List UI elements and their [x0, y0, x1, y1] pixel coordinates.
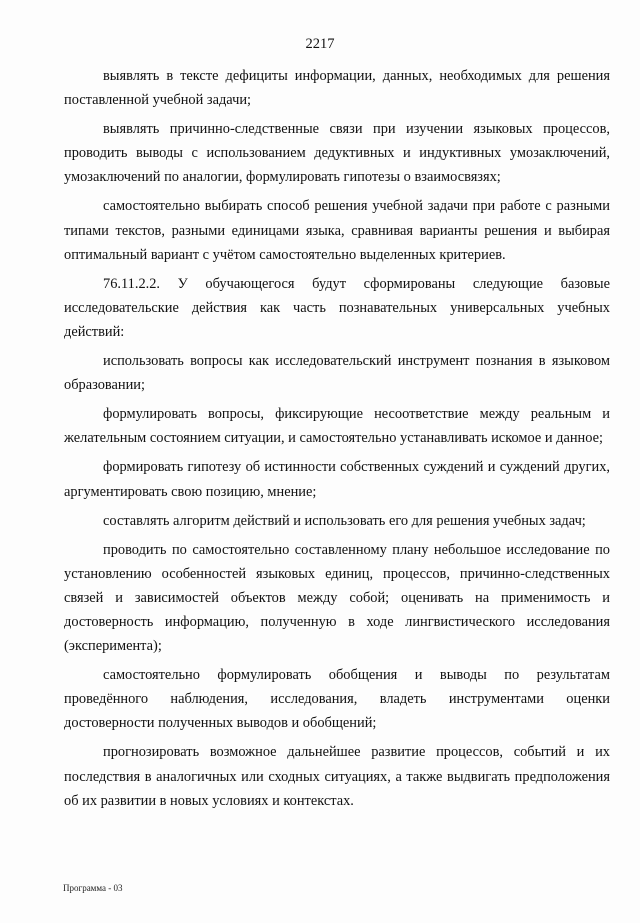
- document-body: [64, 64, 610, 818]
- paragraph: выявлять причинно-следственные связи при изучении языковых процессов, проводить выводы с использованием дедуктивных и индуктивных умозаключений, умозаключений по аналогии, формулировать гипотезы о взаимосвязях;: [64, 121, 610, 186]
- footer-label: Программа - 03: [63, 883, 123, 893]
- paragraph: 76.11.2.2. У обучающегося будут сформированы следующие базовые исследовательские действия как часть познавательных универсальных учебных действий:: [64, 275, 610, 340]
- paragraph: использовать вопросы как исследовательский инструмент познания в языковом образовании;: [64, 353, 610, 394]
- paragraph: формировать гипотезу об истинности собственных суждений и суждений других, аргументировать свою позицию, мнение;: [64, 459, 610, 500]
- paragraph: прогнозировать возможное дальнейшее развитие процессов, событий и их последствия в аналогичных или сходных ситуациях, а также выдвигать предположения об их развитии в новых условиях и контекстах.: [64, 744, 610, 809]
- paragraph: формулировать вопросы, фиксирующие несоответствие между реальным и желательным состоянием ситуации, и самостоятельно устанавливать искомое и данное;: [64, 406, 610, 447]
- paragraph: самостоятельно выбирать способ решения учебной задачи при работе с разными типами текстов, разными единицами языка, сравнивая варианты решения и выбирая оптимальный вариант с учётом самостоятельно выделенных критериев.: [64, 198, 610, 263]
- paragraph: выявлять в тексте дефициты информации, данных, необходимых для решения поставленной учебной задачи;: [64, 68, 610, 109]
- paragraph: проводить по самостоятельно составленному плану небольшое исследование по установлению особенностей языковых единиц, процессов, причинно-следственных связей и зависимостей объектов между собой; оценивать на применимость и достоверность информацию, полученную в ходе лингвистического исследования (эксперимента);: [64, 541, 610, 655]
- paragraph: составлять алгоритм действий и использовать его для решения учебных задач;: [103, 512, 586, 529]
- paragraph: самостоятельно формулировать обобщения и выводы по результатам проведённого наблюдения, исследования, владеть инструментами оценки достоверности полученных выводов и обобщений;: [64, 667, 610, 732]
- page-number: 2217: [305, 36, 335, 52]
